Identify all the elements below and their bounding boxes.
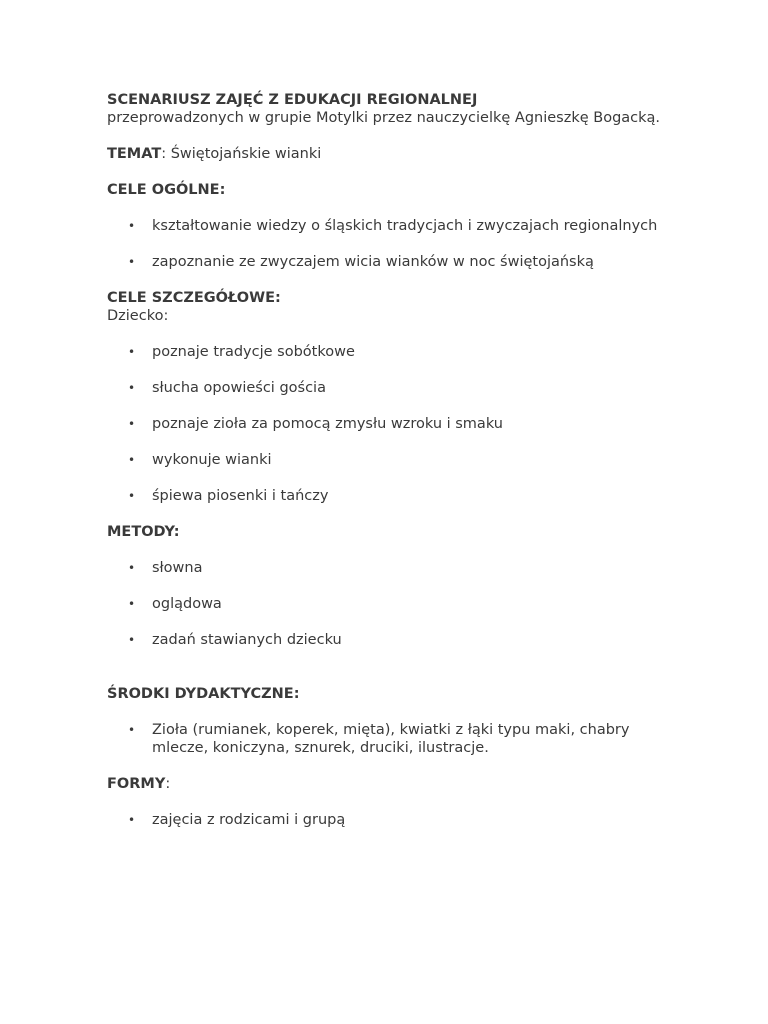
list-item bbox=[107, 595, 667, 613]
forms-list bbox=[107, 811, 667, 829]
list-item-text: wykonuje wianki bbox=[152, 452, 272, 468]
list-item bbox=[107, 253, 667, 271]
list-item bbox=[107, 343, 667, 361]
bullet-icon: • bbox=[128, 381, 136, 395]
bullet-icon: • bbox=[128, 561, 136, 575]
bullet-icon: • bbox=[128, 219, 136, 233]
list-item-text: słowna bbox=[152, 560, 203, 576]
list-item bbox=[107, 811, 667, 829]
teaching-aids-heading: ŚRODKI DYDAKTYCZNE: bbox=[107, 686, 300, 702]
list-item-text: poznaje tradycje sobótkowe bbox=[152, 344, 355, 360]
bullet-icon: • bbox=[128, 597, 136, 611]
forms-label: FORMY bbox=[107, 776, 166, 792]
bullet-icon: • bbox=[128, 633, 136, 647]
list-item bbox=[107, 415, 667, 433]
topic-value: : Świętojańskie wianki bbox=[161, 146, 322, 162]
methods-list bbox=[107, 559, 667, 649]
bullet-icon: • bbox=[128, 453, 136, 467]
list-item-text: zadań stawianych dziecku bbox=[152, 632, 342, 648]
forms-heading bbox=[107, 775, 667, 793]
list-item-text: oglądowa bbox=[152, 596, 222, 612]
bullet-icon: • bbox=[128, 345, 136, 359]
bullet-icon: • bbox=[128, 489, 136, 503]
list-item bbox=[107, 379, 667, 397]
bullet-icon: • bbox=[128, 417, 136, 431]
list-item-text: zapoznanie ze zwyczajem wicia wianków w noc świętojańską bbox=[152, 254, 594, 270]
list-item-text: słucha opowieści gościa bbox=[152, 380, 326, 396]
teaching-aids-list bbox=[107, 721, 667, 757]
list-item bbox=[107, 451, 667, 469]
bullet-icon: • bbox=[128, 255, 136, 269]
list-item-text: śpiewa piosenki i tańczy bbox=[152, 488, 329, 504]
list-item-text: kształtowanie wiedzy o śląskich tradycjach i zwyczajach regionalnych bbox=[152, 218, 658, 234]
list-item bbox=[107, 559, 667, 577]
list-item-text: poznaje zioła za pomocą zmysłu wzroku i smaku bbox=[152, 416, 503, 432]
list-item bbox=[107, 721, 667, 757]
topic-label: TEMAT bbox=[107, 146, 162, 162]
forms-suffix: : bbox=[165, 776, 171, 792]
specific-goals-list bbox=[107, 343, 667, 505]
document-subtitle: przeprowadzonych w grupie Motylki przez nauczycielkę Agnieszkę Bogacką. bbox=[107, 110, 661, 126]
list-item bbox=[107, 217, 667, 235]
list-item bbox=[107, 487, 667, 505]
bullet-icon: • bbox=[128, 813, 136, 827]
document-page bbox=[107, 91, 667, 829]
methods-heading: METODY: bbox=[107, 524, 180, 540]
specific-goals-intro: Dziecko: bbox=[107, 308, 169, 324]
general-goals-list bbox=[107, 217, 667, 271]
topic-line bbox=[107, 145, 667, 163]
bullet-icon: • bbox=[128, 723, 136, 737]
document-title: SCENARIUSZ ZAJĘĆ Z EDUKACJI REGIONALNEJ bbox=[107, 92, 478, 108]
specific-goals-heading: CELE SZCZEGÓŁOWE: bbox=[107, 290, 281, 306]
general-goals-heading: CELE OGÓLNE: bbox=[107, 182, 226, 198]
list-item-text: zajęcia z rodzicami i grupą bbox=[152, 812, 346, 828]
list-item bbox=[107, 631, 667, 649]
list-item-text: Zioła (rumianek, koperek, mięta), kwiatki z łąki typu maki, chabry mlecze, koniczyna, sznurek, druciki, ilustracje. bbox=[152, 722, 630, 756]
